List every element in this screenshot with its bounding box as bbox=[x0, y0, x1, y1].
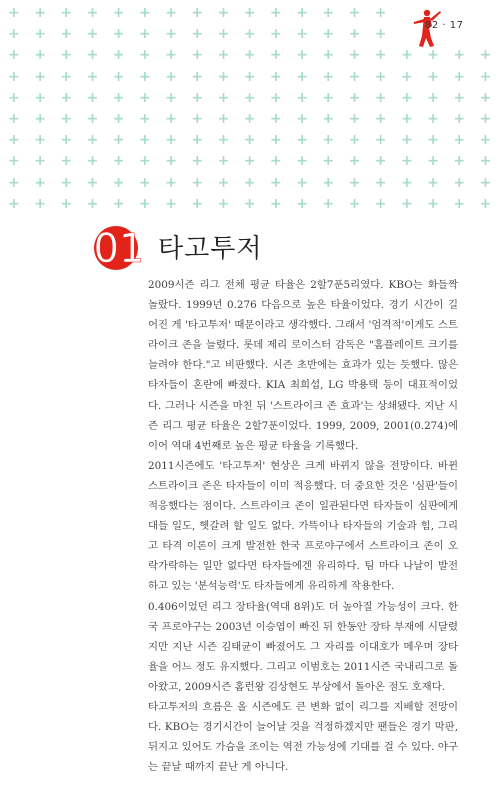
grid-cross-mark: + bbox=[270, 111, 282, 127]
grid-cross-mark: + bbox=[139, 26, 151, 43]
paragraph: 0.406이었던 리그 장타율(역대 8위)도 더 높아질 가능성이 크다. 한국 프로야구는 2003년 이승엽이 빠진 뒤 한동안 장타 부재에 시달렸지만 지난 시즌 김태균이 빠졌어도 그 자리를 이대호가 메우며 장타율을 어느 정도 유지했다. 그리고 이범호는 2011시즌 국내리그로 돌아왔고, 2009시즌 홈런왕 김상현도 부상에서 돌아온 점도 호재다. bbox=[148, 600, 458, 693]
grid-cross-mark: + bbox=[8, 5, 20, 21]
grid-cross-mark: + bbox=[270, 26, 282, 43]
grid-cross-mark: + bbox=[348, 5, 361, 21]
grid-cross-mark: + bbox=[60, 89, 73, 106]
grid-cross-mark: + bbox=[374, 153, 387, 170]
grid-cross-mark: + bbox=[86, 89, 99, 106]
grid-cross-mark: + bbox=[270, 5, 282, 21]
grid-cross-mark: + bbox=[217, 111, 230, 127]
section-number-badge bbox=[90, 222, 160, 274]
grid-cross-mark: + bbox=[60, 195, 73, 212]
grid-cross-mark: + bbox=[86, 47, 99, 64]
grid-cross-mark: + bbox=[217, 153, 230, 170]
grid-cross-mark: + bbox=[479, 89, 492, 106]
grid-cross-mark: + bbox=[86, 153, 99, 170]
grid-cross-mark: + bbox=[139, 5, 151, 21]
grid-cross-mark: + bbox=[296, 153, 308, 170]
grid-cross-mark: + bbox=[60, 68, 73, 85]
grid-cross-mark: + bbox=[453, 153, 466, 170]
grid-cross-mark: + bbox=[112, 89, 125, 106]
grid-cross-mark: + bbox=[243, 132, 256, 149]
grid-cross-mark: + bbox=[112, 47, 125, 64]
grid-cross-mark: + bbox=[34, 195, 46, 212]
grid-cross-mark: + bbox=[322, 26, 335, 43]
grid-cross-mark: + bbox=[60, 5, 73, 21]
grid-cross-mark: + bbox=[165, 174, 177, 191]
grid-cross-mark: + bbox=[374, 89, 387, 106]
grid-cross-mark: + bbox=[270, 153, 282, 170]
grid-cross-mark: + bbox=[165, 47, 177, 64]
grid-cross-mark: + bbox=[112, 195, 125, 212]
grid-cross-mark: + bbox=[427, 195, 439, 212]
grid-cross-mark: + bbox=[34, 5, 46, 21]
grid-cross-mark: + bbox=[34, 47, 46, 64]
paragraph: 2011시즌에도 '타고투저' 현상은 크게 바뀌지 않을 전망이다. 바뀐 스트라이크 존은 타자들이 이미 적응했다. 더 중요한 것은 '심판'들이 적응했다는 점이다. 스트라이크 존이 일관된다면 타자들이 심판에게 대들 일도, 헷갈려 할 일도 없다. 가뜩이나 타자들의 기술과 힘, 그리고 타격 이론이 크게 발전한 한국 프로야구에서 스트라이크 존이 오락가락하는 일만 없다면 타자들에겐 유리하다. 팀 마다 나날이 발전하고 있는 '분석능력'도 타자들에게 유리하게 작용한다. bbox=[148, 459, 458, 593]
grid-cross-mark: + bbox=[217, 132, 230, 149]
grid-cross-mark: + bbox=[191, 47, 204, 64]
grid-cross-mark: + bbox=[270, 47, 282, 64]
grid-cross-mark: + bbox=[348, 153, 361, 170]
grid-cross-mark: + bbox=[165, 5, 177, 21]
grid-cross-mark: + bbox=[112, 153, 125, 170]
grid-cross-mark: + bbox=[427, 68, 439, 85]
grid-cross-mark: + bbox=[191, 132, 204, 149]
grid-cross-mark: + bbox=[243, 47, 256, 64]
grid-cross-mark: + bbox=[427, 47, 439, 64]
grid-cross-mark: + bbox=[8, 89, 20, 106]
grid-cross-mark: + bbox=[60, 153, 73, 170]
grid-cross-mark: + bbox=[270, 195, 282, 212]
grid-cross-mark: + bbox=[401, 47, 413, 64]
grid-cross-mark: + bbox=[243, 5, 256, 21]
grid-cross-mark: + bbox=[322, 68, 335, 85]
grid-cross-mark: + bbox=[86, 111, 99, 127]
grid-cross-mark: + bbox=[453, 111, 466, 127]
grid-cross-mark: + bbox=[8, 26, 20, 43]
grid-cross-mark: + bbox=[86, 68, 99, 85]
grid-cross-mark: + bbox=[191, 195, 204, 212]
grid-cross-mark: + bbox=[270, 174, 282, 191]
grid-cross-mark: + bbox=[165, 26, 177, 43]
grid-cross-mark: + bbox=[217, 174, 230, 191]
grid-cross-mark: + bbox=[34, 174, 46, 191]
grid-cross-mark: + bbox=[401, 68, 413, 85]
grid-cross-mark: + bbox=[217, 47, 230, 64]
grid-cross-mark: + bbox=[348, 195, 361, 212]
grid-cross-mark: + bbox=[322, 132, 335, 149]
grid-cross-mark: + bbox=[165, 132, 177, 149]
grid-cross-mark: + bbox=[60, 47, 73, 64]
grid-cross-mark: + bbox=[191, 5, 204, 21]
grid-cross-mark: + bbox=[374, 111, 387, 127]
grid-cross-mark: + bbox=[165, 153, 177, 170]
grid-cross-mark: + bbox=[8, 195, 20, 212]
section-title: 타고투저 bbox=[158, 234, 263, 264]
grid-cross-mark: + bbox=[34, 132, 46, 149]
grid-cross-mark: + bbox=[112, 132, 125, 149]
grid-cross-mark: + bbox=[322, 195, 335, 212]
grid-cross-mark: + bbox=[165, 68, 177, 85]
grid-cross-mark: + bbox=[453, 132, 466, 149]
grid-cross-mark: + bbox=[453, 47, 466, 64]
grid-cross-mark: + bbox=[296, 89, 308, 106]
grid-cross-mark: + bbox=[453, 89, 466, 106]
grid-cross-mark: + bbox=[296, 26, 308, 43]
grid-cross-mark: + bbox=[427, 174, 439, 191]
grid-cross-mark: + bbox=[86, 195, 99, 212]
grid-cross-mark: + bbox=[243, 26, 256, 43]
grid-cross-mark: + bbox=[270, 89, 282, 106]
grid-cross-mark: + bbox=[479, 111, 492, 127]
grid-cross-mark: + bbox=[374, 68, 387, 85]
grid-cross-mark: + bbox=[374, 174, 387, 191]
grid-cross-mark: + bbox=[322, 47, 335, 64]
grid-cross-mark: + bbox=[217, 89, 230, 106]
grid-cross-mark: + bbox=[270, 132, 282, 149]
grid-cross-mark: + bbox=[479, 47, 492, 64]
grid-cross-mark: + bbox=[296, 111, 308, 127]
grid-cross-mark: + bbox=[479, 174, 492, 191]
grid-cross-mark: + bbox=[479, 132, 492, 149]
grid-cross-mark: + bbox=[112, 26, 125, 43]
grid-cross-mark: + bbox=[401, 89, 413, 106]
grid-cross-mark: + bbox=[427, 132, 439, 149]
grid-cross-mark: + bbox=[348, 47, 361, 64]
grid-cross-mark: + bbox=[217, 5, 230, 21]
grid-cross-mark: + bbox=[86, 5, 99, 21]
grid-cross-mark: + bbox=[427, 89, 439, 106]
grid-cross-mark: + bbox=[348, 89, 361, 106]
grid-cross-mark: + bbox=[322, 153, 335, 170]
grid-cross-mark: + bbox=[270, 68, 282, 85]
grid-cross-mark: + bbox=[191, 153, 204, 170]
grid-cross-mark: + bbox=[165, 195, 177, 212]
grid-cross-mark: + bbox=[139, 47, 151, 64]
grid-cross-mark: + bbox=[112, 174, 125, 191]
grid-cross-mark: + bbox=[8, 132, 20, 149]
body-text bbox=[148, 275, 458, 777]
grid-cross-mark: + bbox=[453, 68, 466, 85]
grid-cross-mark: + bbox=[243, 111, 256, 127]
grid-cross-mark: + bbox=[374, 195, 387, 212]
grid-cross-mark: + bbox=[453, 174, 466, 191]
grid-cross-mark: + bbox=[427, 153, 439, 170]
grid-cross-mark: + bbox=[296, 195, 308, 212]
grid-cross-mark: + bbox=[401, 174, 413, 191]
grid-cross-mark: + bbox=[8, 153, 20, 170]
grid-cross-mark: + bbox=[401, 195, 413, 212]
grid-cross-mark: + bbox=[139, 174, 151, 191]
grid-cross-mark: + bbox=[8, 68, 20, 85]
grid-cross-mark: + bbox=[60, 132, 73, 149]
grid-cross-mark: + bbox=[139, 68, 151, 85]
grid-cross-mark: + bbox=[191, 89, 204, 106]
grid-cross-mark: + bbox=[34, 89, 46, 106]
grid-cross-mark: + bbox=[139, 132, 151, 149]
grid-cross-mark: + bbox=[112, 111, 125, 127]
grid-cross-mark: + bbox=[139, 111, 151, 127]
grid-cross-mark: + bbox=[191, 26, 204, 43]
grid-cross-mark: + bbox=[60, 26, 73, 43]
grid-cross-mark: + bbox=[191, 68, 204, 85]
grid-cross-mark: + bbox=[217, 26, 230, 43]
grid-cross-mark: + bbox=[322, 111, 335, 127]
grid-cross-mark: + bbox=[322, 174, 335, 191]
grid-cross-mark: + bbox=[34, 68, 46, 85]
grid-cross-mark: + bbox=[243, 89, 256, 106]
grid-cross-mark: + bbox=[8, 111, 20, 127]
grid-cross-mark: + bbox=[217, 68, 230, 85]
grid-cross-mark: + bbox=[453, 195, 466, 212]
grid-cross-mark: + bbox=[86, 174, 99, 191]
grid-cross-mark: + bbox=[243, 174, 256, 191]
grid-cross-mark: + bbox=[34, 153, 46, 170]
grid-cross-mark: + bbox=[139, 153, 151, 170]
grid-cross-mark: + bbox=[296, 47, 308, 64]
grid-cross-mark: + bbox=[165, 111, 177, 127]
grid-cross-mark: + bbox=[374, 26, 387, 43]
grid-cross-mark: + bbox=[296, 5, 308, 21]
page-number: 82 · 17 bbox=[425, 20, 464, 31]
grid-cross-mark: + bbox=[60, 174, 73, 191]
grid-cross-mark: + bbox=[401, 153, 413, 170]
grid-cross-mark: + bbox=[243, 153, 256, 170]
grid-cross-mark: + bbox=[191, 174, 204, 191]
grid-cross-mark: + bbox=[348, 68, 361, 85]
grid-cross-mark: + bbox=[374, 47, 387, 64]
paragraph: 타고투저의 흐름은 올 시즌에도 큰 변화 없이 리그를 지배할 전망이다. KBO는 경기시간이 늘어날 것을 걱정하겠지만 팬들은 경기 막판, 뒤지고 있어도 가슴을 조이는 역전 가능성에 기대를 걸 수 있다. 야구는 끝날 때까지 끝난 게 아니다. bbox=[148, 700, 458, 774]
grid-cross-mark: + bbox=[86, 26, 99, 43]
grid-cross-mark: + bbox=[348, 132, 361, 149]
grid-cross-mark: + bbox=[401, 111, 413, 127]
grid-cross-mark: + bbox=[427, 111, 439, 127]
grid-cross-mark: + bbox=[34, 26, 46, 43]
grid-cross-mark: + bbox=[479, 195, 492, 212]
grid-cross-mark: + bbox=[479, 68, 492, 85]
section-number: 01 bbox=[93, 226, 145, 272]
grid-cross-mark: + bbox=[86, 132, 99, 149]
grid-cross-mark: + bbox=[8, 47, 20, 64]
grid-cross-mark: + bbox=[139, 89, 151, 106]
grid-cross-mark: + bbox=[139, 195, 151, 212]
grid-cross-mark: + bbox=[34, 111, 46, 127]
grid-cross-mark: + bbox=[60, 111, 73, 127]
grid-cross-mark: + bbox=[243, 195, 256, 212]
grid-cross-mark: + bbox=[322, 5, 335, 21]
grid-cross-mark: + bbox=[191, 111, 204, 127]
grid-cross-mark: + bbox=[8, 174, 20, 191]
grid-cross-mark: + bbox=[374, 132, 387, 149]
grid-cross-mark: + bbox=[112, 68, 125, 85]
grid-cross-mark: + bbox=[112, 5, 125, 21]
grid-cross-mark: + bbox=[165, 89, 177, 106]
grid-cross-mark: + bbox=[348, 111, 361, 127]
grid-cross-mark: + bbox=[348, 174, 361, 191]
grid-cross-mark: + bbox=[296, 174, 308, 191]
grid-cross-mark: + bbox=[401, 132, 413, 149]
grid-cross-mark: + bbox=[296, 68, 308, 85]
grid-cross-mark: + bbox=[243, 68, 256, 85]
grid-cross-mark: + bbox=[296, 132, 308, 149]
paragraph: 2009시즌 리그 전체 평균 타율은 2할7푼5리였다. KBO는 화들짝 놀랐다. 1999년 0.276 다음으로 높은 타율이었다. 경기 시간이 길어진 게 '타고투저' 때문이라고 생각했다. 그래서 '엄격적'이게도 스트라이크 존을 늘렸다. 롯데 제리 로이스터 감독은 "홈플레이트 크기를 늘려야 한다."고 비판했다. 시즌 초반에는 효과가 있는 듯했다. 많은 타자들이 혼란에 빠졌다. KIA 최희섭, LG 박용택 등이 대표적이었다. 그러나 시즌을 마친 뒤 '스트라이크 존 효과'는 상쇄됐다. 지난 시즌 리그 평균 타율은 2할7푼이었다. 1999, 2009, 2001(0.274)에 이어 역대 4번째로 높은 평균 타율을 기록했다. bbox=[148, 279, 458, 452]
grid-cross-mark: + bbox=[479, 153, 492, 170]
grid-cross-mark: + bbox=[348, 26, 361, 43]
grid-cross-mark: + bbox=[217, 195, 230, 212]
grid-cross-mark: + bbox=[374, 5, 387, 21]
grid-cross-mark: + bbox=[322, 89, 335, 106]
